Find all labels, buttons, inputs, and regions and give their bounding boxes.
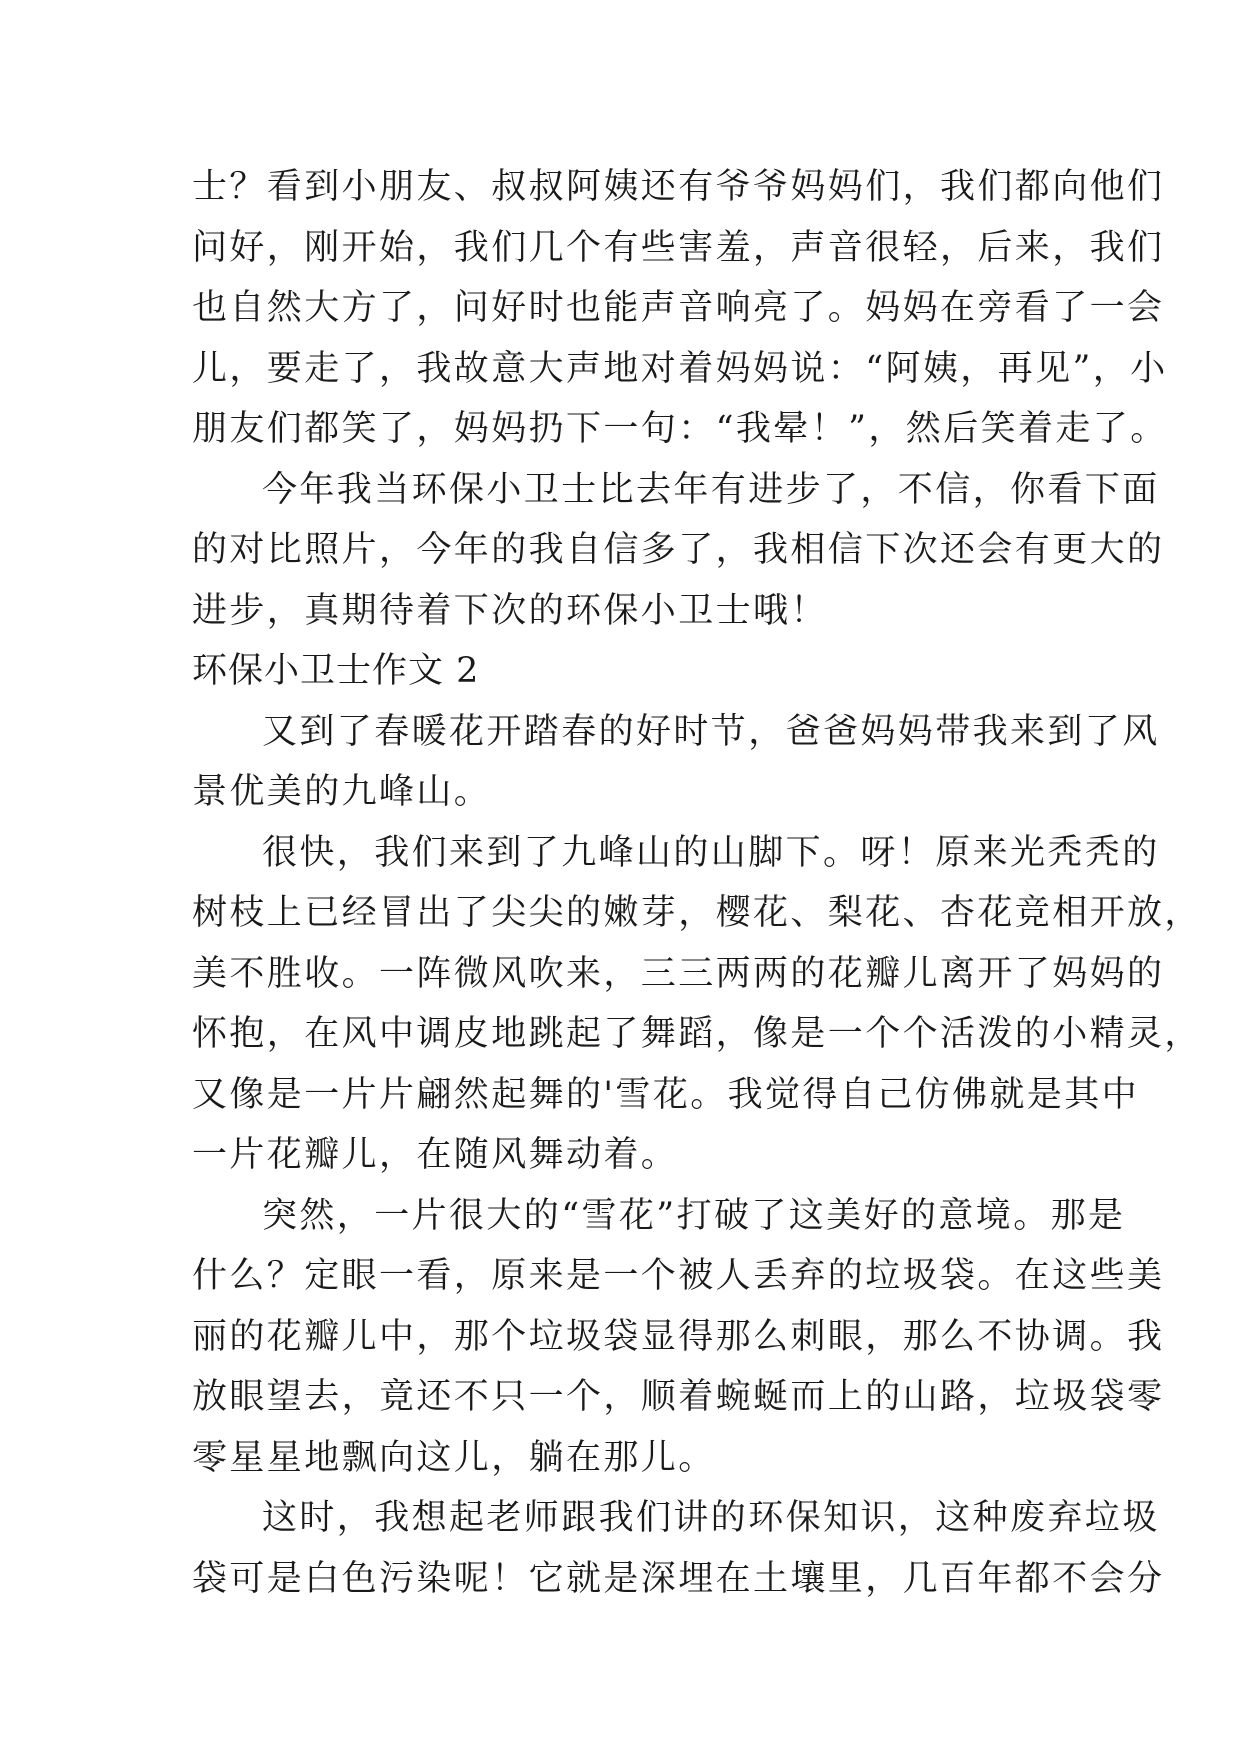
paragraph-line: 一片花瓣儿，在随风舞动着。	[192, 1135, 679, 1175]
paragraph-line: 今年我当环保小卫士比去年有进步了，不信，你看下面	[262, 469, 1160, 510]
section-heading: 环保小卫士作文 2	[192, 651, 480, 691]
paragraph-line: 士？看到小朋友、叔叔阿姨还有爷爷妈妈们，我们都向他们	[192, 167, 1165, 207]
paragraph-line: 又像是一片片翩然起舞的'雪花。我觉得自己仿佛就是其中	[192, 1074, 1140, 1115]
paragraph-line: 零星星地飘向这儿，躺在那儿。	[192, 1437, 716, 1478]
paragraph-line: 又到了春暖花开踏春的好时节，爸爸妈妈带我来到了风	[262, 711, 1160, 752]
paragraph-line: 怀抱，在风中调皮地跳起了舞蹈，像是一个个活泼的小精灵，	[192, 1014, 1202, 1054]
paragraph-line: 袋可是白色污染呢！它就是深埋在土壤里，几百年都不会分	[192, 1558, 1165, 1599]
paragraph-line: 进步，真期待着下次的环保小卫士哦！	[192, 590, 828, 631]
paragraph-line: 问好，刚开始，我们几个有些害羞，声音很轻，后来，我们	[192, 227, 1165, 268]
paragraph-line: 什么？定眼一看，原来是一个被人丢弃的垃圾袋。在这些美	[192, 1256, 1165, 1296]
paragraph-line: 儿，要走了，我故意大声地对着妈妈说：“阿姨，再见”，小	[192, 348, 1168, 389]
paragraph-line: 的对比照片，今年的我自信多了，我相信下次还会有更大的	[192, 530, 1165, 570]
paragraph-line: 丽的花瓣儿中，那个垃圾袋显得那么刺眼，那么不协调。我	[192, 1316, 1165, 1357]
paragraph-line: 树枝上已经冒出了尖尖的嫩芽，樱花、梨花、杏花竞相开放，	[192, 893, 1202, 933]
paragraph-line: 朋友们都笑了，妈妈扔下一句：“我晕！”，然后笑着走了。	[192, 409, 1168, 449]
paragraph-line: 放眼望去，竟还不只一个，顺着蜿蜒而上的山路，垃圾袋零	[192, 1377, 1165, 1417]
paragraph-line: 美不胜收。一阵微风吹来，三三两两的花瓣儿离开了妈妈的	[192, 953, 1165, 994]
paragraph-line: 这时，我想起老师跟我们讲的环保知识，这种废弃垃圾	[262, 1498, 1160, 1538]
document-body	[192, 157, 1202, 1609]
paragraph-line: 景优美的九峰山。	[192, 772, 492, 812]
paragraph-line: 很快，我们来到了九峰山的山脚下。呀！原来光秃秃的	[262, 832, 1160, 873]
paragraph-line: 突然，一片很大的“雪花”打破了这美好的意境。那是	[262, 1195, 1126, 1236]
paragraph-line: 也自然大方了，问好时也能声音响亮了。妈妈在旁看了一会	[192, 288, 1165, 328]
